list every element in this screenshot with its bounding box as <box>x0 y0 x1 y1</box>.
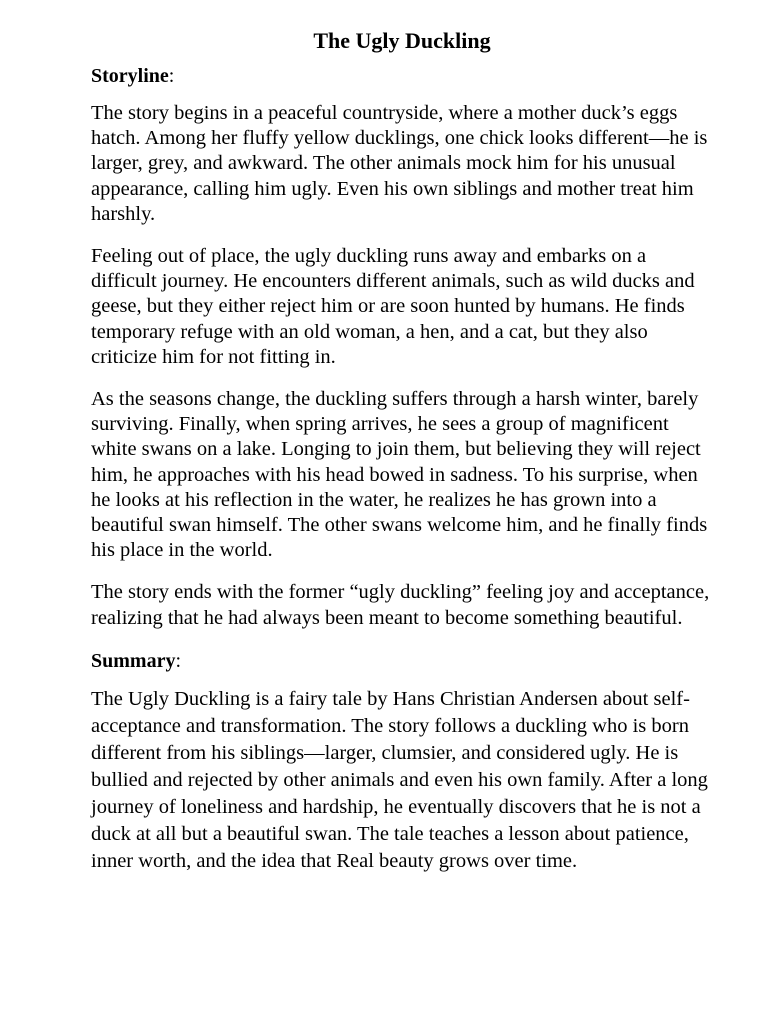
summary-heading-label: Summary <box>91 649 176 672</box>
summary-paragraph: The Ugly Duckling is a fairy tale by Hans Christian Andersen about self-acceptance and transformation. The story follows a duckling who is born different from his siblings—larger, clumsier, and considered ugly. He is bullied and rejected by other animals and even his own family. After a long journey of loneliness and hardship, he eventually discovers that he is not a duck at all but a beautiful swan. The tale teaches a lesson about patience, inner worth, and the idea that Real beauty grows over time. <box>91 687 708 872</box>
storyline-paragraph-2: Feeling out of place, the ugly duckling runs away and embarks on a difficult journey. He encounters different animals, such as wild ducks and geese, but they either reject him or are soon hunted by humans. He finds temporary refuge with an old woman, a hen, and a cat, but they also criticize him for not fitting in. <box>91 245 695 368</box>
storyline-heading-colon: : <box>168 65 175 87</box>
storyline-heading <box>91 63 713 89</box>
storyline-paragraph-3: As the seasons change, the duckling suffers through a harsh winter, barely surviving. Finally, when spring arrives, he sees a group of magnificent white swans on a lake. Longing to join them, but believing they will reject him, he approaches with his head bowed in sadness. To his surprise, when he looks at his reflection in the water, he realizes he has grown into a beautiful swan himself. The other swans welcome him, and he finally finds his place in the world. <box>91 388 708 562</box>
storyline-heading-label: Storyline <box>91 65 169 87</box>
document-page <box>91 27 713 875</box>
summary-heading-colon: : <box>175 649 182 672</box>
storyline-paragraph-4: The story ends with the former “ugly duckling” feeling joy and acceptance, realizing that he had always been meant to become something beautiful. <box>91 581 710 629</box>
summary-heading <box>91 648 713 674</box>
storyline-paragraph-1: The story begins in a peaceful countryside, where a mother duck’s eggs hatch. Among her fluffy yellow ducklings, one chick looks different—he is larger, grey, and awkward. The other animals mock him for his unusual appearance, calling him ugly. Even his own siblings and mother treat him harshly. <box>91 102 708 225</box>
document-title: The Ugly Duckling <box>313 28 491 53</box>
